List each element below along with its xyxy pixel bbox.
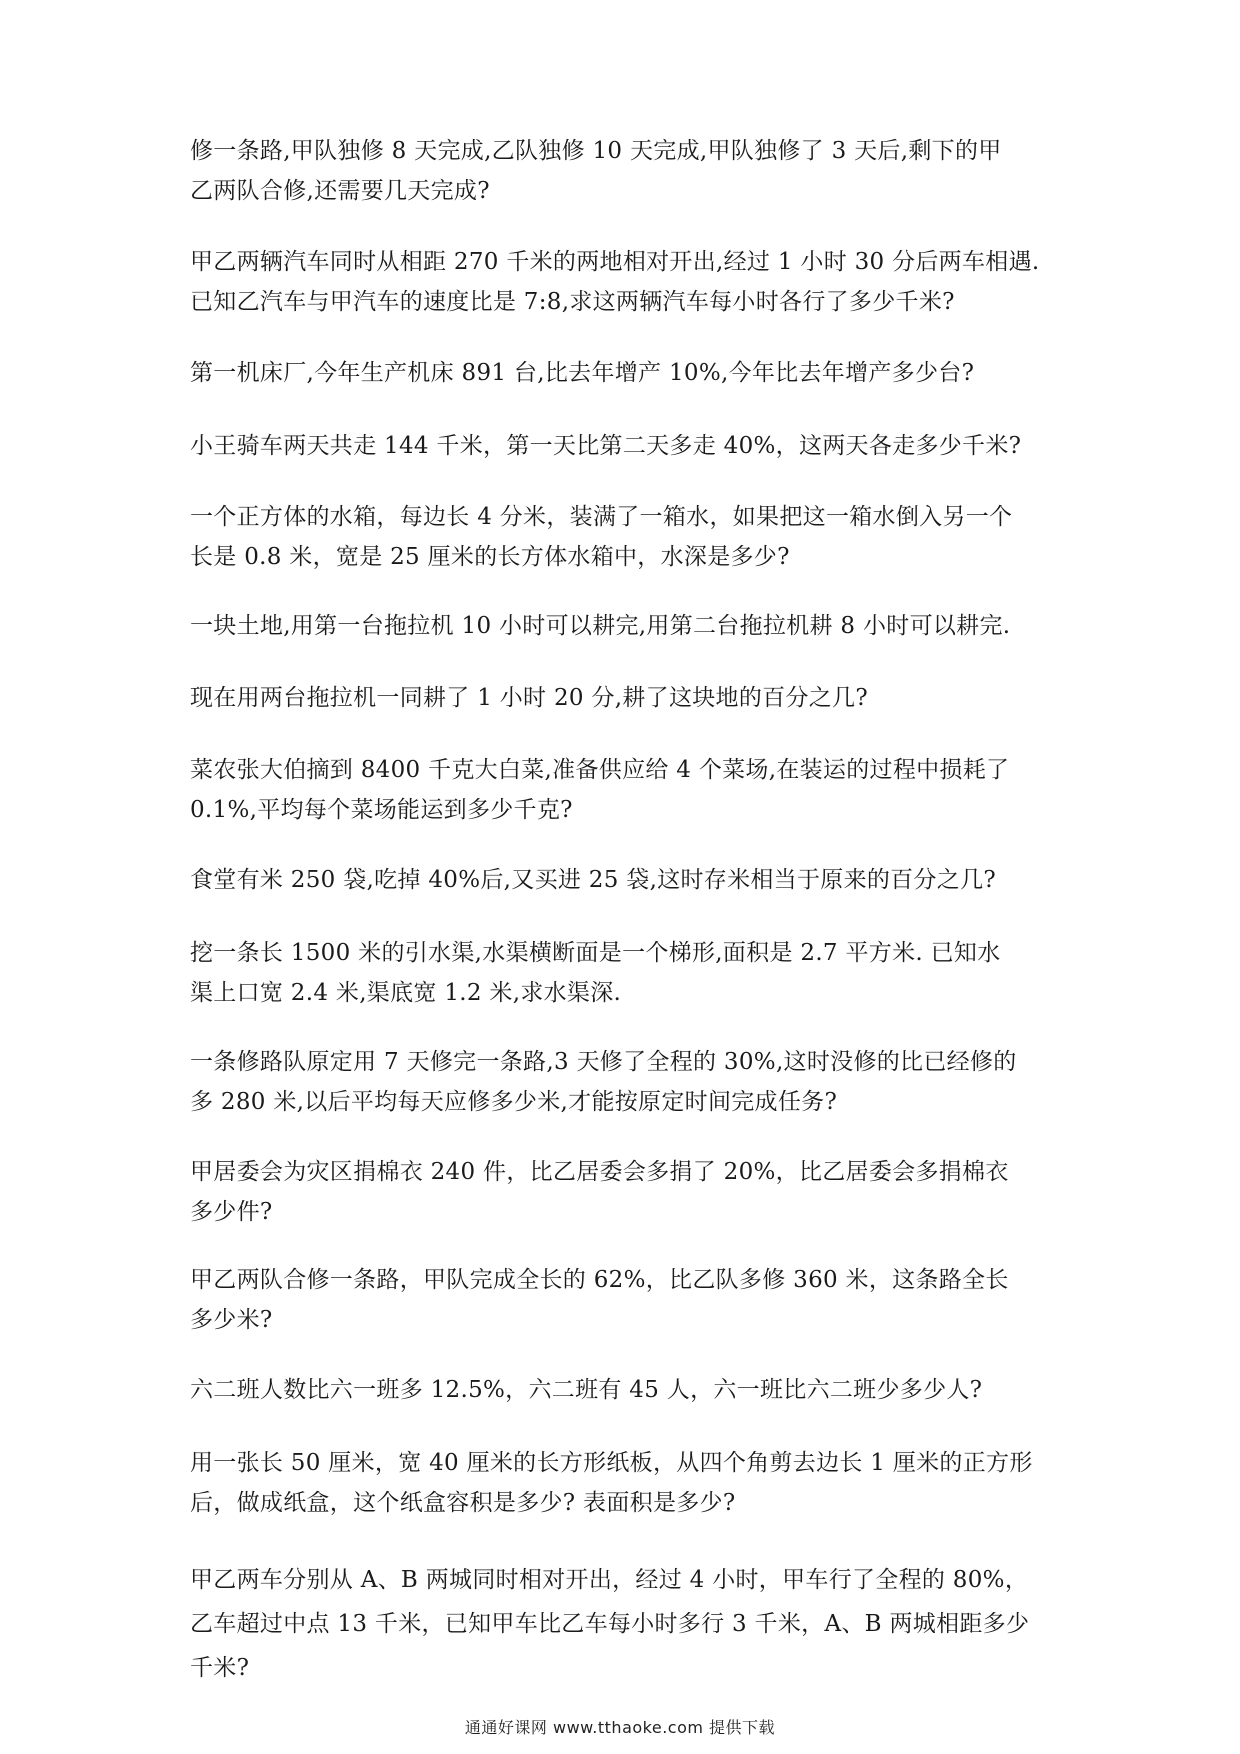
problem-line: 甲乙两队合修一条路，甲队完成全长的 62%，比乙队多修 360 米，这条路全长 <box>190 1267 1009 1293</box>
problem-line: 已知乙汽车与甲汽车的速度比是 7:8,求这两辆汽车每小时各行了多少千米? <box>190 289 955 315</box>
problem-8 <box>190 750 1070 830</box>
problem-line: 千米? <box>190 1655 250 1681</box>
problem-1 <box>190 131 1070 211</box>
problem-line: 一条修路队原定用 7 天修完一条路,3 天修了全程的 30%,这时没修的比已经修的 <box>190 1049 1017 1075</box>
page-footer: 通通好课网 www.tthaoke.com 提供下载 <box>464 1718 776 1737</box>
problem-line: 甲乙两车分别从 A、B 两城同时相对开出，经过 4 小时，甲车行了全程的 80%， <box>190 1567 1029 1593</box>
problem-line: 修一条路,甲队独修 8 天完成,乙队独修 10 天完成,甲队独修了 3 天后,剩下的甲 <box>190 138 1002 164</box>
problem-10 <box>190 933 1070 1013</box>
problem-line: 食堂有米 250 袋,吃掉 40%后,又买进 25 袋,这时存米相当于原来的百分之几? <box>190 867 997 893</box>
problem-line: 后，做成纸盒，这个纸盒容积是多少? 表面积是多少? <box>190 1490 736 1516</box>
problem-line: 多 280 米,以后平均每天应修多少米,才能按原定时间完成任务? <box>190 1089 838 1115</box>
problem-11 <box>190 1042 1070 1122</box>
problem-line: 渠上口宽 2.4 米,渠底宽 1.2 米,求水渠深. <box>190 980 622 1006</box>
problem-line: 六二班人数比六一班多 12.5%，六二班有 45 人，六一班比六二班少多少人? <box>190 1377 983 1403</box>
problem-line: 菜农张大伯摘到 8400 千克大白菜,准备供应给 4 个菜场,在装运的过程中损耗了 <box>190 757 1010 783</box>
problem-3 <box>190 353 1070 393</box>
problem-line: 多少米? <box>190 1307 273 1333</box>
problem-line: 甲居委会为灾区捐棉衣 240 件，比乙居委会多捐了 20%，比乙居委会多捐棉衣 <box>190 1159 1009 1185</box>
problem-line: 多少件? <box>190 1199 273 1225</box>
problem-line: 小王骑车两天共走 144 千米，第一天比第二天多走 40%，这两天各走多少千米? <box>190 433 1022 459</box>
problem-line: 乙两队合修,还需要几天完成? <box>190 178 490 204</box>
problem-line: 第一机床厂,今年生产机床 891 台,比去年增产 10%,今年比去年增产多少台? <box>190 360 975 386</box>
problem-12 <box>190 1152 1070 1232</box>
problem-line: 长是 0.8 米，宽是 25 厘米的长方体水箱中，水深是多少? <box>190 544 790 570</box>
problem-line: 一块土地,用第一台拖拉机 10 小时可以耕完,用第二台拖拉机耕 8 小时可以耕完. <box>190 613 1011 639</box>
problem-14 <box>190 1370 1070 1410</box>
problem-line: 0.1%,平均每个菜场能运到多少千克? <box>190 797 573 823</box>
problem-2 <box>190 242 1070 322</box>
problem-4 <box>190 426 1070 466</box>
problem-7 <box>190 678 1070 718</box>
problem-5 <box>190 497 1070 577</box>
problem-9 <box>190 860 1070 900</box>
problem-line: 甲乙两辆汽车同时从相距 270 千米的两地相对开出,经过 1 小时 30 分后两车相遇. <box>190 249 1040 275</box>
problem-line: 用一张长 50 厘米，宽 40 厘米的长方形纸板，从四个角剪去边长 1 厘米的正方形 <box>190 1450 1033 1476</box>
problem-15 <box>190 1443 1070 1523</box>
problem-13 <box>190 1260 1070 1340</box>
problem-line: 现在用两台拖拉机一同耕了 1 小时 20 分,耕了这块地的百分之几? <box>190 685 868 711</box>
problem-6 <box>190 606 1070 646</box>
problem-16 <box>190 1558 1070 1690</box>
problem-line: 一个正方体的水箱，每边长 4 分米，装满了一箱水，如果把这一箱水倒入另一个 <box>190 504 1013 530</box>
problem-line: 乙车超过中点 13 千米，已知甲车比乙车每小时多行 3 千米，A、B 两城相距多少 <box>190 1611 1030 1637</box>
problem-line: 挖一条长 1500 米的引水渠,水渠横断面是一个梯形,面积是 2.7 平方米. 已知水 <box>190 940 1001 966</box>
